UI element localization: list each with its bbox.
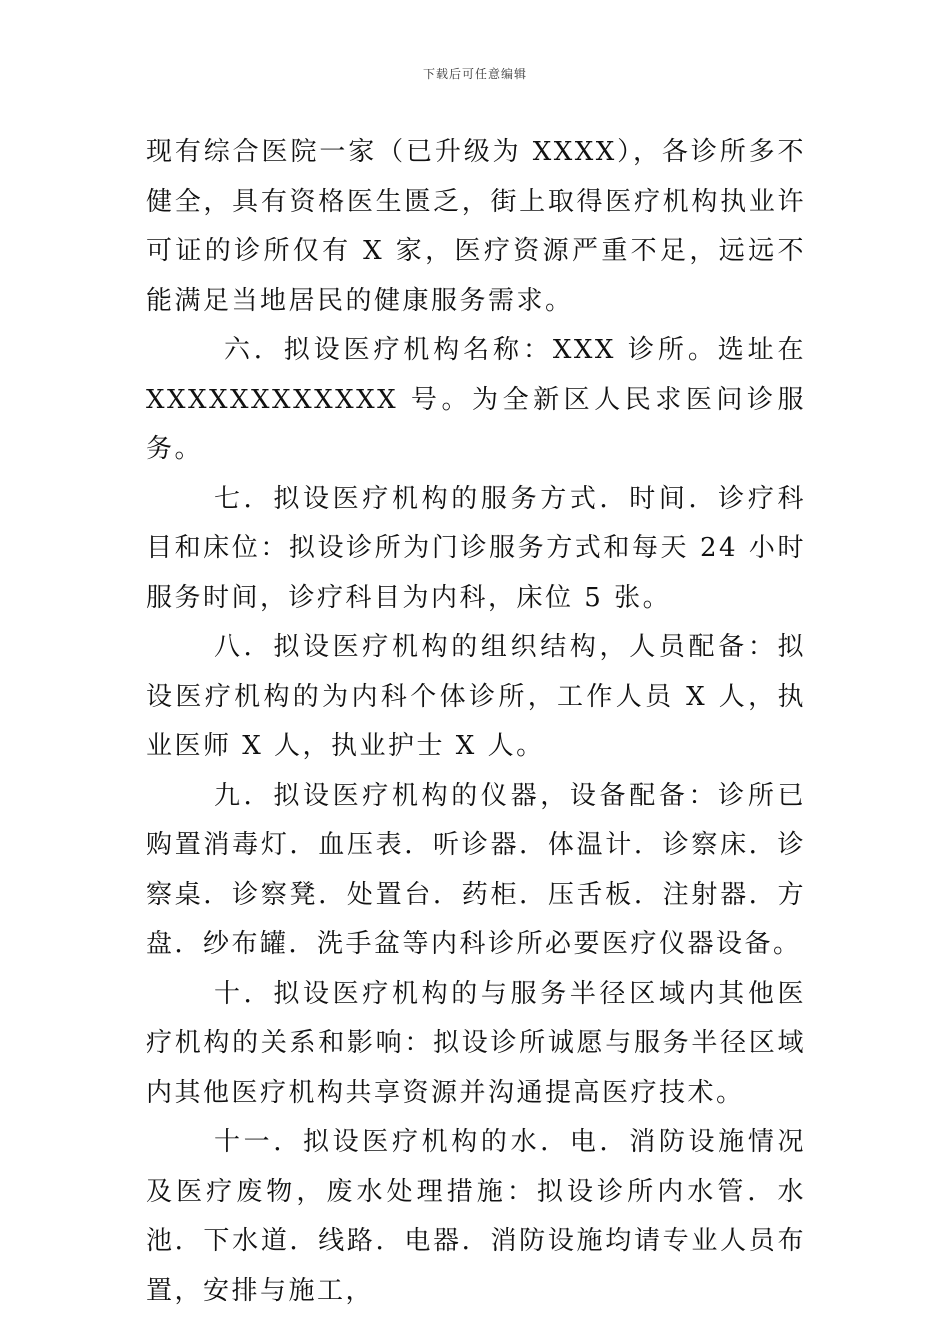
paragraph-section-11: 十一．拟设医疗机构的水．电．消防设施情况及医疗废物，废水处理措施：拟设诊所内水管．水池．下水道．线路．电器．消防设施均请专业人员布置，安排与施工，	[146, 1127, 806, 1306]
document-body	[146, 128, 806, 1316]
paragraph-continued: 现有综合医院一家（已升级为 XXXX），各诊所多不健全，具有资格医生匮乏，街上取得医疗机构执业许可证的诊所仅有 X 家，医疗资源严重不足，远远不能满足当地居民的健康服务需求。	[146, 137, 806, 316]
paragraph-section-10: 十．拟设医疗机构的与服务半径区域内其他医疗机构的关系和影响：拟设诊所诚愿与服务半径区域内其他医疗机构共享资源并沟通提高医疗技术。	[146, 978, 806, 1108]
paragraph-section-9: 九．拟设医疗机构的仪器，设备配备：诊所已购置消毒灯．血压表．听诊器．体温计．诊察床．诊察桌．诊察凳．处置台．药柜．压舌板．注射器．方盘．纱布罐．洗手盆等内科诊所必要医疗仪器设备。	[146, 780, 806, 959]
paragraph-section-7: 七．拟设医疗机构的服务方式．时间．诊疗科目和床位：拟设诊所为门诊服务方式和每天 24 小时服务时间，诊疗科目为内科，床位 5 张。	[146, 483, 806, 613]
paragraph-section-8: 八．拟设医疗机构的组织结构，人员配备：拟设医疗机构的为内科个体诊所，工作人员 X 人，执业医师 X 人，执业护士 X 人。	[146, 632, 806, 761]
paragraph-section-6: 六．拟设医疗机构名称：XXX 诊所。选址在 XXXXXXXXXXXX 号。为全新区人民求医问诊服务。	[146, 335, 806, 464]
page-header: 下载后可任意编辑	[422, 67, 527, 81]
